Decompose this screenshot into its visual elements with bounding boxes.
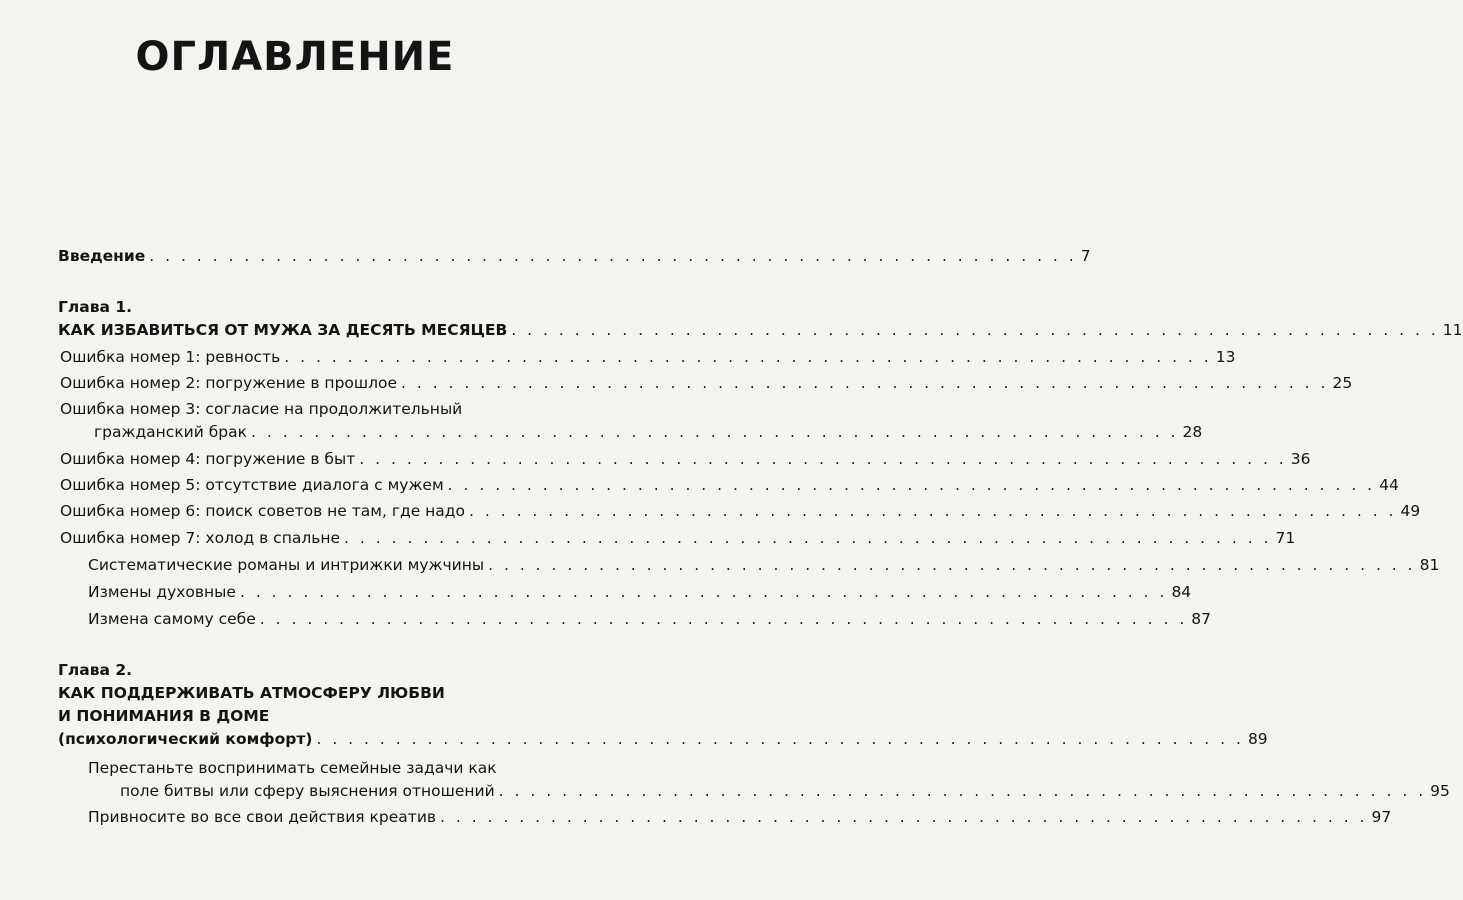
entry-title: Систематические романы и интрижки мужчины	[88, 556, 485, 574]
page-number: 36	[1290, 450, 1311, 468]
page-number: 44	[1379, 476, 1399, 494]
entry-title: Ошибка номер 5: отсутствие диалога с мужем	[60, 476, 444, 494]
entry-title: Измены духовные	[88, 583, 236, 601]
dot-leader: . . . . . . . . . . . . . . . . . . . . . . . . . . . . . . . . . . . . . . . . . . . . . . . . . . . . . . . . . . .	[440, 808, 1368, 826]
toc-subentry	[88, 608, 1211, 630]
dot-leader: . . . . . . . . . . . . . . . . . . . . . . . . . . . . . . . . . . . . . . . . . . . . . . . . . . . . . . . . . . .	[511, 321, 1439, 339]
page-number: 89	[1247, 730, 1268, 748]
dot-leader: . . . . . . . . . . . . . . . . . . . . . . . . . . . . . . . . . . . . . . . . . . . . . . . . . . . . . . . . . . .	[259, 610, 1188, 628]
page-number: 7	[1080, 247, 1091, 265]
entry-title: Ошибка номер 2: погружение в прошлое	[60, 374, 397, 392]
chapter-heading	[58, 319, 1463, 341]
toc-entry	[60, 346, 1236, 368]
dot-leader: . . . . . . . . . . . . . . . . . . . . . . . . . . . . . . . . . . . . . . . . . . . . . . . . . . . . . . . . . . .	[469, 502, 1397, 520]
toc-entry	[88, 806, 1392, 828]
page-number: 84	[1171, 583, 1192, 601]
toc-entry	[120, 780, 1450, 802]
dot-leader: . . . . . . . . . . . . . . . . . . . . . . . . . . . . . . . . . . . . . . . . . . . . . . . . . . . . . . . . . . .	[251, 423, 1179, 441]
dot-leader: . . . . . . . . . . . . . . . . . . . . . . . . . . . . . . . . . . . . . . . . . . . . . . . . . . . . . . . . . . .	[316, 730, 1244, 748]
entry-title: Ошибка номер 1: ревность	[60, 348, 281, 366]
chapter-heading	[58, 728, 1268, 750]
page-number: 81	[1419, 556, 1440, 574]
entry-title: Привносите во все свои действия креатив	[88, 808, 437, 826]
page-number: 11	[1442, 321, 1463, 339]
toc-entry	[60, 527, 1296, 549]
dot-leader: . . . . . . . . . . . . . . . . . . . . . . . . . . . . . . . . . . . . . . . . . . . . . . . . . . . . . . . . . . .	[447, 476, 1376, 494]
entry-title-cont: поле битвы или сферу выяснения отношений	[120, 782, 495, 800]
page-number: 95	[1430, 782, 1450, 800]
page-number: 71	[1275, 529, 1296, 547]
entry-title: КАК ИЗБАВИТЬСЯ ОТ МУЖА ЗА ДЕСЯТЬ МЕСЯЦЕВ	[58, 321, 508, 339]
toc-entry	[94, 421, 1203, 443]
entry-title: Ошибка номер 7: холод в спальне	[60, 529, 341, 547]
entry-title: Измена самому себе	[88, 610, 256, 628]
dot-leader: . . . . . . . . . . . . . . . . . . . . . . . . . . . . . . . . . . . . . . . . . . . . . . . . . . . . . . . . . . .	[284, 348, 1212, 366]
toc-entry	[60, 474, 1399, 496]
page-number: 49	[1400, 502, 1421, 520]
entry-title: (психологический комфорт)	[58, 730, 313, 748]
toc-entry	[60, 500, 1421, 522]
dot-leader: . . . . . . . . . . . . . . . . . . . . . . . . . . . . . . . . . . . . . . . . . . . . . . . . . . . . . . . . . . .	[359, 450, 1287, 468]
entry-title: Ошибка номер 6: поиск советов не там, где надо	[60, 502, 466, 520]
toc-entry	[60, 448, 1311, 470]
page-number: 97	[1371, 808, 1392, 826]
entry-title: Ошибка номер 4: погружение в быт	[60, 450, 356, 468]
dot-leader: . . . . . . . . . . . . . . . . . . . . . . . . . . . . . . . . . . . . . . . . . . . . . . . . . . . . . . . . . . .	[488, 556, 1416, 574]
entry-title: Перестаньте воспринимать семейные задачи как	[88, 759, 497, 777]
page-number: 87	[1191, 610, 1211, 628]
entry-title-cont: гражданский брак	[94, 423, 248, 441]
page-number: 13	[1215, 348, 1236, 366]
page-title: ОГЛАВЛЕНИЕ	[135, 34, 455, 80]
chapter-heading: КАК ПОДДЕРЖИВАТЬ АТМОСФЕРУ ЛЮБВИ	[58, 684, 445, 702]
chapter-label: Глава 1.	[58, 298, 133, 316]
page-number: 25	[1332, 374, 1353, 392]
dot-leader: . . . . . . . . . . . . . . . . . . . . . . . . . . . . . . . . . . . . . . . . . . . . . . . . . . . . . . . . . . .	[344, 529, 1272, 547]
entry-title: Введение	[58, 247, 146, 265]
chapter-label: Глава 2.	[58, 661, 133, 679]
page-number: 28	[1182, 423, 1203, 441]
dot-leader: . . . . . . . . . . . . . . . . . . . . . . . . . . . . . . . . . . . . . . . . . . . . . . . . . . . . . . . . . . .	[498, 782, 1427, 800]
toc-subentry	[88, 554, 1440, 576]
dot-leader: . . . . . . . . . . . . . . . . . . . . . . . . . . . . . . . . . . . . . . . . . . . . . . . . . . . . . . . . . . .	[401, 374, 1329, 392]
chapter-heading: И ПОНИМАНИЯ В ДОМЕ	[58, 707, 270, 725]
toc-entry-intro	[58, 245, 1091, 267]
dot-leader: . . . . . . . . . . . . . . . . . . . . . . . . . . . . . . . . . . . . . . . . . . . . . . . . . . . . . . . . . . .	[239, 583, 1168, 601]
toc-entry	[60, 372, 1353, 394]
entry-title: Ошибка номер 3: согласие на продолжительный	[60, 400, 463, 418]
dot-leader: . . . . . . . . . . . . . . . . . . . . . . . . . . . . . . . . . . . . . . . . . . . . . . . . . . . . . . . . . . .	[149, 247, 1077, 265]
toc-subentry	[88, 581, 1192, 603]
